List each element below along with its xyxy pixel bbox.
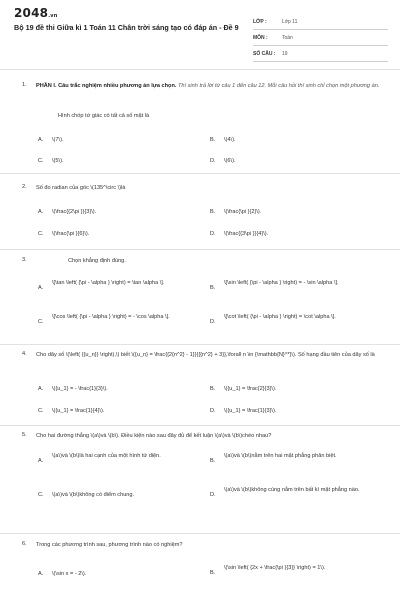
- option-text: \[\sin \left( {\pi - \alpha } \right) = - \sin \alpha \].: [224, 280, 339, 286]
- option-letter: C.: [38, 408, 44, 414]
- option-letter: A.: [38, 137, 44, 143]
- question-number: 1.: [22, 82, 27, 88]
- option-text: \({u_1} = \frac{1}{3}\).: [224, 408, 277, 414]
- question-divider: [0, 173, 400, 174]
- option-letter: B.: [210, 285, 216, 291]
- option-letter: B.: [210, 209, 216, 215]
- question-stem: Hình chóp tứ giác có tất cả số mặt là: [58, 113, 150, 119]
- option-letter: D.: [210, 319, 216, 325]
- option-text: \({u_1} = \frac{1}{4}\).: [52, 408, 105, 414]
- meta-key: SỐ CÂU :: [253, 46, 282, 62]
- question-stem: Số đo radian của góc \(135^\circ \)là: [36, 185, 126, 191]
- option-letter: B.: [210, 386, 216, 392]
- option-letter: C.: [38, 319, 44, 325]
- option-text: \[\cos \left( {\pi - \alpha } \right) = - \cos \alpha \].: [52, 314, 170, 320]
- option-text: \(\frac{{3\pi }}{4}\).: [224, 231, 269, 237]
- option-text: \(\sin \left( {2x + \frac{\pi }{3}} \right) = 1\).: [224, 565, 326, 571]
- option-letter: A.: [38, 571, 44, 577]
- option-text: \({u_1} = - \frac{1}{3}\).: [52, 386, 108, 392]
- option-letter: D.: [210, 492, 216, 498]
- option-text: \(\frac{{2\pi }}{3}\).: [52, 209, 97, 215]
- option-text: \(5\).: [52, 158, 64, 164]
- option-text: \(a\)và \(b\)nằm trên hai mặt phẳng phân biệt.: [224, 453, 337, 459]
- site-logo[interactable]: [14, 6, 246, 20]
- option-letter: A.: [38, 458, 44, 464]
- option-text: \(4\).: [224, 137, 236, 143]
- exam-meta-table: [253, 14, 388, 62]
- option-letter: A.: [38, 209, 44, 215]
- question-stem: Cho hai đường thẳng \(a\)và \(b\). Điều kiện nào sau đây đủ để kết luận \(a\)và \(b\)chéo nhau?: [36, 433, 272, 439]
- question-stem: Chọn khẳng định đúng.: [68, 258, 126, 264]
- meta-value: 19: [282, 46, 388, 62]
- header-divider: [0, 69, 400, 70]
- question-number: 4.: [22, 351, 27, 357]
- document-title: Bộ 19 đề thi Giữa kì 1 Toán 11 Chân trời sáng tạo có đáp án - Đề 9: [14, 23, 239, 32]
- question-divider: [0, 249, 400, 250]
- meta-value: Toán: [282, 30, 388, 46]
- option-letter: C.: [38, 158, 44, 164]
- part-heading: [36, 82, 382, 91]
- meta-row-count: [253, 46, 388, 62]
- option-letter: C.: [38, 492, 44, 498]
- question-number: 5.: [22, 432, 27, 438]
- option-text: \[\cot \left( {\pi - \alpha } \right) = \cot \alpha \].: [224, 314, 336, 320]
- logo-text: 2048: [14, 6, 49, 20]
- meta-row-class: [253, 14, 388, 30]
- question-divider: [0, 344, 400, 345]
- option-text: \(\sin x = - 2\).: [52, 571, 87, 577]
- option-letter: D.: [210, 408, 216, 414]
- option-text: \(7\).: [52, 137, 64, 143]
- option-text: \(\frac{\pi }{2}\).: [224, 209, 262, 215]
- part-title: PHẦN I. Câu trắc nghiệm nhiều phương án lựa chọn.: [36, 83, 177, 89]
- question-number: 2.: [22, 184, 27, 190]
- part-instruction: Thí sinh trả lời từ câu 1 đến câu 12. Mỗi câu hỏi thí sinh chỉ chọn một phương án.: [178, 83, 380, 89]
- option-letter: C.: [38, 231, 44, 237]
- question-divider: [0, 425, 400, 426]
- option-text: \({u_1} = \frac{2}{3}\).: [224, 386, 277, 392]
- option-letter: A.: [38, 285, 44, 291]
- option-text: \(a\)và \(b\)không có điểm chung.: [52, 492, 135, 498]
- option-letter: B.: [210, 137, 216, 143]
- header-left: [14, 6, 246, 33]
- option-text: \[\tan \left( {\pi - \alpha } \right) = \tan \alpha \].: [52, 280, 165, 286]
- option-text: \(\frac{\pi }{6}\).: [52, 231, 90, 237]
- meta-key: LỚP :: [253, 14, 282, 30]
- question-number: 6.: [22, 541, 27, 547]
- meta-row-subject: [253, 30, 388, 46]
- question-stem: Cho dãy số \(\left( {{u_n}} \right),\) biết \({u_n} = \frac{{2{n^2} - 1}}{{{n^2} + 3}},\forall n \in {\mathbb{N}^*}\). Số hạng đầu tiên của dãy số là: [36, 352, 375, 358]
- meta-key: MÔN :: [253, 30, 282, 46]
- option-letter: B.: [210, 570, 216, 576]
- question-divider: [0, 533, 400, 534]
- option-letter: D.: [210, 231, 216, 237]
- option-text: \(a\)và \(b\)là hai cạnh của một hình tứ diện.: [52, 453, 161, 459]
- option-text: \(a\)và \(b\)không cùng nằm trên bất kì mặt phẳng nào.: [224, 487, 360, 493]
- option-letter: D.: [210, 158, 216, 164]
- question-number: 3.: [22, 257, 27, 263]
- option-letter: B.: [210, 458, 216, 464]
- option-text: \(6\).: [224, 158, 236, 164]
- logo-suffix: .vn: [48, 13, 58, 19]
- question-stem: Trong các phương trình sau, phương trình nào có nghiệm?: [36, 542, 183, 548]
- option-letter: A.: [38, 386, 44, 392]
- meta-value: Lớp 11: [282, 14, 388, 30]
